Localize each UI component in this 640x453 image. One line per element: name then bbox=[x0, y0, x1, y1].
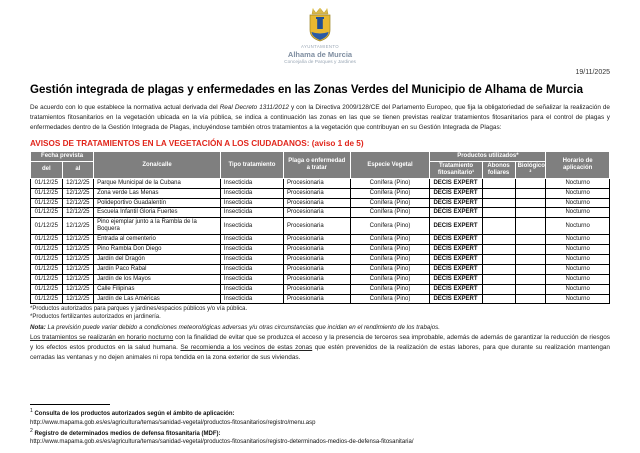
cell-tipo: Insecticida bbox=[220, 274, 283, 284]
cell-al: 12/12/25 bbox=[62, 245, 94, 255]
cell-biologico bbox=[515, 284, 546, 294]
cell-biologico bbox=[515, 254, 546, 264]
logo-department: Concejalía de Parques y Jardines bbox=[284, 59, 356, 65]
table-row bbox=[31, 218, 610, 235]
cell-biologico bbox=[515, 198, 546, 208]
table-row bbox=[31, 294, 610, 304]
header-tratamiento-fitosanitario: Tratamiento fitosanitario¹ bbox=[430, 162, 482, 179]
cell-zona: Calle Filipinas bbox=[94, 284, 221, 294]
cell-plaga: Procesionaria bbox=[284, 294, 351, 304]
cell-del: 01/12/25 bbox=[31, 284, 63, 294]
cell-del: 01/12/25 bbox=[31, 198, 63, 208]
cell-tipo: Insecticida bbox=[220, 178, 283, 188]
treatment-table-body bbox=[31, 178, 610, 304]
cell-especie: Conífera (Pino) bbox=[350, 198, 430, 208]
cell-especie: Conífera (Pino) bbox=[350, 245, 430, 255]
cell-especie: Conífera (Pino) bbox=[350, 178, 430, 188]
header-horario: Horario de aplicación bbox=[546, 152, 610, 179]
cell-tratamiento: DECIS EXPERT bbox=[430, 218, 482, 235]
table-row bbox=[31, 188, 610, 198]
cell-tratamiento: DECIS EXPERT bbox=[430, 188, 482, 198]
cell-tratamiento: DECIS EXPERT bbox=[430, 208, 482, 218]
table-footnote-2: *Productos fertilizantes autorizados en jardinería. bbox=[30, 314, 161, 321]
cell-tipo: Insecticida bbox=[220, 245, 283, 255]
cell-biologico bbox=[515, 188, 546, 198]
cell-plaga: Procesionaria bbox=[284, 284, 351, 294]
cell-tratamiento: DECIS EXPERT bbox=[430, 254, 482, 264]
cell-tipo: Insecticida bbox=[220, 235, 283, 245]
cell-al: 12/12/25 bbox=[62, 235, 94, 245]
table-row bbox=[31, 235, 610, 245]
coat-of-arms-icon bbox=[305, 8, 335, 42]
header-zona-calle: Zona/calle bbox=[94, 152, 221, 179]
cell-biologico bbox=[515, 235, 546, 245]
cell-zona: Jardín del Dragón bbox=[94, 254, 221, 264]
cell-del: 01/12/25 bbox=[31, 254, 63, 264]
nota-label: Nota: bbox=[30, 323, 46, 331]
nota-text: La previsión puede variar debido a condiciones meteorológicas adversas y/u otras circunstancias que incidan en el rendimiento de los trabajos. bbox=[45, 323, 440, 331]
logo bbox=[30, 8, 610, 65]
header-biologico: Biológico ² bbox=[515, 162, 546, 179]
cell-plaga: Procesionaria bbox=[284, 178, 351, 188]
treatment-table bbox=[30, 151, 610, 304]
cell-biologico bbox=[515, 294, 546, 304]
cell-especie: Conífera (Pino) bbox=[350, 208, 430, 218]
cell-tratamiento: DECIS EXPERT bbox=[430, 284, 482, 294]
cell-al: 12/12/25 bbox=[62, 218, 94, 235]
cell-tipo: Insecticida bbox=[220, 208, 283, 218]
cell-tipo: Insecticida bbox=[220, 284, 283, 294]
cell-especie: Conífera (Pino) bbox=[350, 294, 430, 304]
cell-biologico bbox=[515, 245, 546, 255]
cell-al: 12/12/25 bbox=[62, 208, 94, 218]
cell-al: 12/12/25 bbox=[62, 188, 94, 198]
cell-zona: Pino Rambla Don Diego bbox=[94, 245, 221, 255]
cell-biologico bbox=[515, 218, 546, 235]
cell-zona: Entrada al cementerio bbox=[94, 235, 221, 245]
cell-del: 01/12/25 bbox=[31, 264, 63, 274]
cell-zona: Jardín Paco Rabal bbox=[94, 264, 221, 274]
table-row bbox=[31, 198, 610, 208]
footer-notes bbox=[30, 404, 610, 447]
cell-zona: Polideportivo Guadalentín bbox=[94, 198, 221, 208]
table-row bbox=[31, 284, 610, 294]
cell-abonos bbox=[482, 254, 515, 264]
cell-al: 12/12/25 bbox=[62, 294, 94, 304]
intro-paragraph bbox=[30, 103, 610, 133]
cell-zona: Parque Municipal de la Cubana bbox=[94, 178, 221, 188]
cell-tipo: Insecticida bbox=[220, 198, 283, 208]
footer-note-1-sup: 1 bbox=[30, 408, 33, 415]
header-al: al bbox=[62, 162, 94, 179]
cell-abonos bbox=[482, 208, 515, 218]
footer-note-2-url[interactable]: http://www.mapama.gob.es/es/agricultura/temas/sanidad-vegetal/productos-fitosanitarios/registro-determinados-medios-de-defensa-fitosanitaria/ bbox=[30, 439, 414, 446]
header-productos-utilizados: Productos utilizados* bbox=[430, 152, 546, 162]
cell-plaga: Procesionaria bbox=[284, 254, 351, 264]
document-date: 19/11/2025 bbox=[575, 69, 610, 77]
cell-abonos bbox=[482, 284, 515, 294]
cell-abonos bbox=[482, 245, 515, 255]
table-row bbox=[31, 178, 610, 188]
table-row bbox=[31, 274, 610, 284]
cell-especie: Conífera (Pino) bbox=[350, 254, 430, 264]
header-tipo-tratamiento: Tipo tratamiento bbox=[220, 152, 283, 179]
table-row bbox=[31, 208, 610, 218]
cell-tratamiento: DECIS EXPERT bbox=[430, 264, 482, 274]
advisory-part1: con la finalidad de evitar que se produzca el acceso y la presencia de terceros sea improbable, además de además de garantizar la reducción de riesgos y los efectos estos productos en la salud humana. bbox=[30, 333, 610, 351]
cell-al: 12/12/25 bbox=[62, 178, 94, 188]
cell-tratamiento: DECIS EXPERT bbox=[430, 274, 482, 284]
cell-especie: Conífera (Pino) bbox=[350, 218, 430, 235]
cell-abonos bbox=[482, 188, 515, 198]
cell-horario: Nocturno bbox=[546, 208, 610, 218]
advisory-part2: que estén prevenidos de la realización de estas labores, para que durante su realización mantengan cerradas las ventanas y no dejen animales ni ropa tendida en la zona exterior de sus viviendas. bbox=[30, 343, 610, 361]
table-row bbox=[31, 245, 610, 255]
cell-al: 12/12/25 bbox=[62, 264, 94, 274]
cell-del: 01/12/25 bbox=[31, 245, 63, 255]
cell-horario: Nocturno bbox=[546, 245, 610, 255]
treatment-table-header bbox=[31, 152, 610, 179]
cell-tipo: Insecticida bbox=[220, 188, 283, 198]
notice-heading: AVISOS DE TRATAMIENTOS EN LA VEGETACIÓN A LOS CIUDADANOS: (aviso 1 de 5) bbox=[30, 139, 364, 149]
header-fecha-prevista: Fecha prevista bbox=[31, 152, 94, 162]
cell-del: 01/12/25 bbox=[31, 235, 63, 245]
cell-biologico bbox=[515, 178, 546, 188]
cell-abonos bbox=[482, 274, 515, 284]
header-especie-vegetal: Especie Vegetal bbox=[350, 152, 430, 179]
cell-horario: Nocturno bbox=[546, 294, 610, 304]
cell-del: 01/12/25 bbox=[31, 188, 63, 198]
cell-del: 01/12/25 bbox=[31, 178, 63, 188]
cell-plaga: Procesionaria bbox=[284, 208, 351, 218]
cell-al: 12/12/25 bbox=[62, 284, 94, 294]
cell-tipo: Insecticida bbox=[220, 264, 283, 274]
table-row bbox=[31, 264, 610, 274]
intro-part1: De acuerdo con lo que establece la normativa actual derivada del bbox=[30, 104, 220, 112]
page-title: Gestión integrada de plagas y enfermedades en las Zonas Verdes del Municipio de Alhama de Murcia bbox=[30, 84, 584, 97]
cell-biologico bbox=[515, 274, 546, 284]
cell-tipo: Insecticida bbox=[220, 254, 283, 264]
footer-note-2-label: Registro de determinados medios de defensa fitosanitaria (MDF): bbox=[34, 430, 221, 437]
logo-org-caps: AYUNTAMIENTO bbox=[301, 44, 339, 50]
cell-horario: Nocturno bbox=[546, 198, 610, 208]
footer-note-2 bbox=[30, 428, 610, 439]
cell-horario: Nocturno bbox=[546, 188, 610, 198]
header-abonos-foliares: Abonos foliares bbox=[482, 162, 515, 179]
cell-plaga: Procesionaria bbox=[284, 264, 351, 274]
cell-horario: Nocturno bbox=[546, 254, 610, 264]
cell-horario: Nocturno bbox=[546, 264, 610, 274]
cell-biologico bbox=[515, 264, 546, 274]
cell-tratamiento: DECIS EXPERT bbox=[430, 178, 482, 188]
cell-del: 01/12/25 bbox=[31, 274, 63, 284]
cell-al: 12/12/25 bbox=[62, 274, 94, 284]
cell-plaga: Procesionaria bbox=[284, 274, 351, 284]
cell-plaga: Procesionaria bbox=[284, 218, 351, 235]
cell-especie: Conífera (Pino) bbox=[350, 264, 430, 274]
cell-del: 01/12/25 bbox=[31, 218, 63, 235]
cell-abonos bbox=[482, 178, 515, 188]
header-del: del bbox=[31, 162, 63, 179]
cell-plaga: Procesionaria bbox=[284, 235, 351, 245]
cell-al: 12/12/25 bbox=[62, 198, 94, 208]
cell-tipo: Insecticida bbox=[220, 218, 283, 235]
cell-tratamiento: DECIS EXPERT bbox=[430, 198, 482, 208]
cell-tratamiento: DECIS EXPERT bbox=[430, 294, 482, 304]
header-plaga: Plaga o enfermedad a tratar bbox=[284, 152, 351, 179]
intro-part2: y con la Directiva 2009/128/CE del Parlamento Europeo, que fija la obligatoriedad de señalizar la realización de tratamientos fitosanitarios en la vegetación ubicada en la vía pública, se indica a continuación las zonas en las que se tienen previstas realizar tratamientos fitosanitarios para el control de plagas y enfermedades dentro de la Gestión Integrada de Plagas, incluyéndose también otros tratamientos a la vegetación que contribuyan en su Gestión Integrada de Plagas: bbox=[30, 104, 610, 132]
table-footnotes bbox=[30, 306, 610, 322]
cell-plaga: Procesionaria bbox=[284, 198, 351, 208]
footer-note-1 bbox=[30, 408, 610, 419]
cell-horario: Nocturno bbox=[546, 284, 610, 294]
table-row bbox=[31, 254, 610, 264]
cell-al: 12/12/25 bbox=[62, 254, 94, 264]
cell-zona: Pino ejemplar junto a la Rambla de la Boquera bbox=[94, 218, 221, 235]
cell-abonos bbox=[482, 294, 515, 304]
cell-zona: Escuela Infantil Gloria Fuertes bbox=[94, 208, 221, 218]
cell-especie: Conífera (Pino) bbox=[350, 284, 430, 294]
cell-del: 01/12/25 bbox=[31, 208, 63, 218]
logo-org-name: Alhama de Murcia bbox=[287, 49, 353, 59]
footer-note-2-sup: 2 bbox=[30, 427, 33, 434]
table-footnote-1: *Productos autorizados para parques y jardines/espacios públicos y/o vía pública. bbox=[30, 306, 248, 313]
footer-note-1-url[interactable]: http://www.mapama.gob.es/es/agricultura/temas/sanidad-vegetal/productos-fitosanitarios/registro/menu.asp bbox=[30, 419, 316, 426]
advisory-underline-1: Los tratamientos se realizarán en horario nocturno bbox=[30, 333, 174, 341]
cell-del: 01/12/25 bbox=[31, 294, 63, 304]
cell-abonos bbox=[482, 235, 515, 245]
cell-especie: Conífera (Pino) bbox=[350, 274, 430, 284]
cell-abonos bbox=[482, 264, 515, 274]
cell-biologico bbox=[515, 208, 546, 218]
cell-horario: Nocturno bbox=[546, 274, 610, 284]
footnote-divider bbox=[30, 404, 110, 405]
cell-plaga: Procesionaria bbox=[284, 188, 351, 198]
cell-plaga: Procesionaria bbox=[284, 245, 351, 255]
cell-horario: Nocturno bbox=[546, 235, 610, 245]
cell-horario: Nocturno bbox=[546, 218, 610, 235]
cell-zona: Jardín de Las Américas bbox=[94, 294, 221, 304]
cell-tratamiento: DECIS EXPERT bbox=[430, 245, 482, 255]
cell-especie: Conífera (Pino) bbox=[350, 235, 430, 245]
cell-zona: Jardín de los Mayos bbox=[94, 274, 221, 284]
advisory-paragraph bbox=[30, 333, 610, 363]
cell-zona: Zona verde Las Menas bbox=[94, 188, 221, 198]
footer-note-1-label: Consulta de los productos autorizados según el ámbito de aplicación: bbox=[34, 411, 235, 418]
nota-line bbox=[30, 324, 610, 331]
cell-abonos bbox=[482, 218, 515, 235]
cell-especie: Conífera (Pino) bbox=[350, 188, 430, 198]
advisory-underline-2: Se recomienda a los vecinos de estas zonas bbox=[180, 343, 313, 351]
cell-horario: Nocturno bbox=[546, 178, 610, 188]
cell-abonos bbox=[482, 198, 515, 208]
intro-decree-italic: Real Decreto 1311/2012 bbox=[219, 104, 289, 112]
cell-tipo: Insecticida bbox=[220, 294, 283, 304]
cell-tratamiento: DECIS EXPERT bbox=[430, 235, 482, 245]
